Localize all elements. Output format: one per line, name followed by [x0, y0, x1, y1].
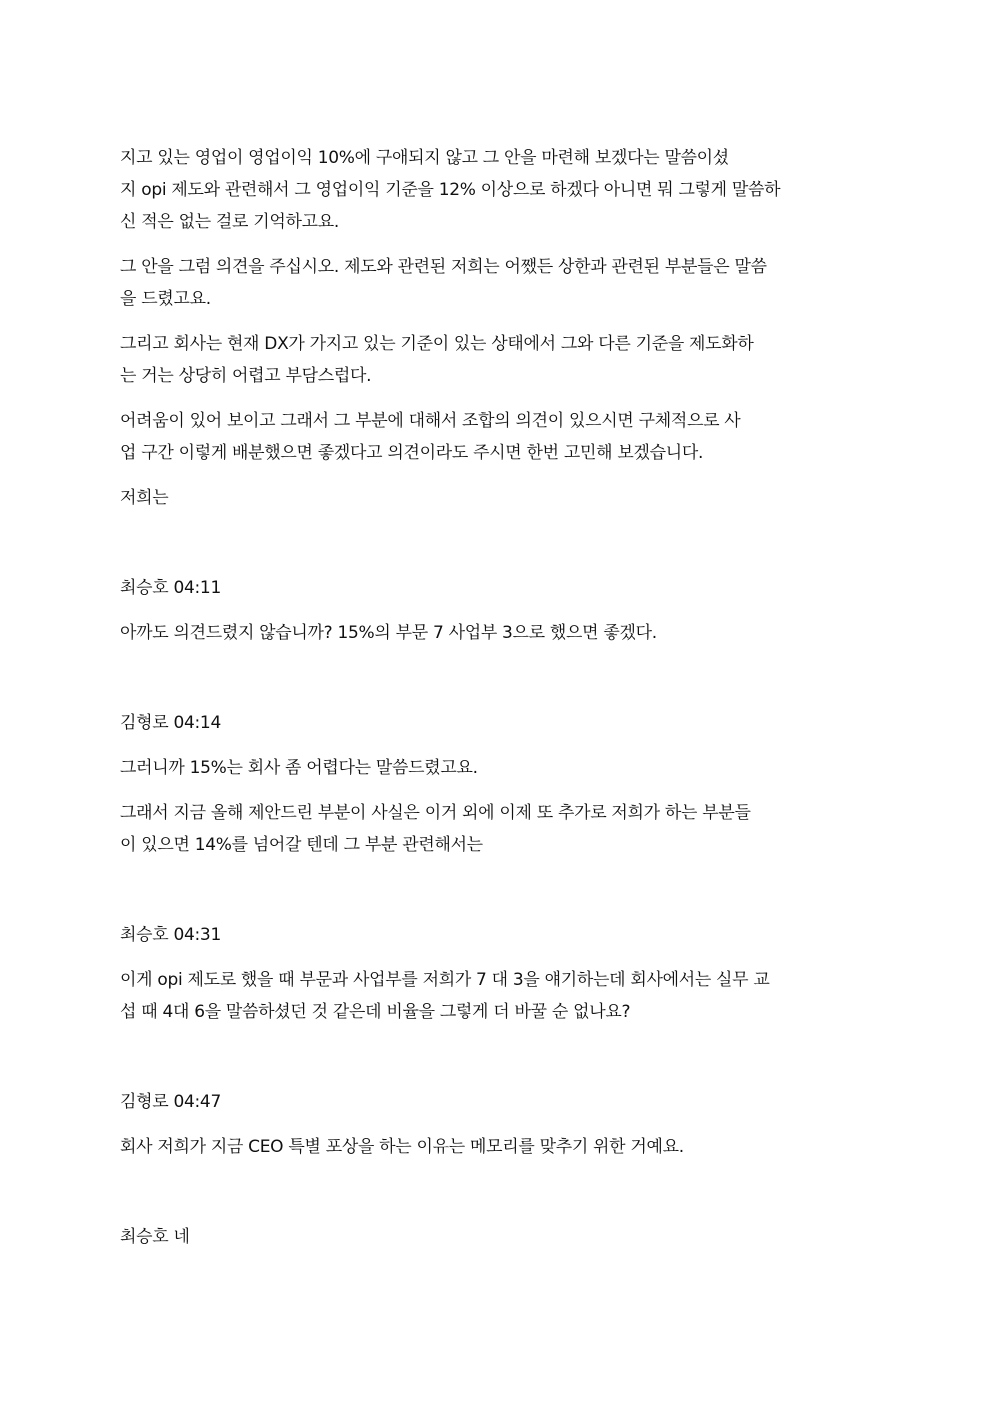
paragraph-line: 신 적은 없는 걸로 기억하고요. [120, 212, 339, 232]
speaker-header: 김형로 04:14 [120, 713, 221, 733]
speaker-header: 최승호 04:11 [120, 578, 221, 598]
paragraph-line: 그 안을 그럼 의견을 주십시오. 제도와 관련된 저희는 어쨌든 상한과 관련된 부분들은 말씀 [120, 257, 767, 277]
speaker-header: 최승호 네 [120, 1227, 190, 1247]
speaker-header: 김형로 04:47 [120, 1092, 221, 1112]
paragraph-line: 그래서 지금 올해 제안드린 부분이 사실은 이거 외에 이제 또 추가로 저희가 하는 부분들 [120, 803, 751, 823]
paragraph-line: 그리고 회사는 현재 DX가 가지고 있는 기준이 있는 상태에서 그와 다른 기준을 제도화하 [120, 334, 754, 354]
paragraph-line: 회사 저희가 지금 CEO 특별 포상을 하는 이유는 메모리를 맞추기 위한 거예요. [120, 1137, 684, 1157]
paragraph-line: 지 opi 제도와 관련해서 그 영업이익 기준을 12% 이상으로 하겠다 아니면 뭐 그렇게 말씀하 [120, 180, 781, 200]
paragraph-line: 지고 있는 영업이 영업이익 10%에 구애되지 않고 그 안을 마련해 보겠다는 말씀이셨 [120, 148, 729, 168]
paragraph-line: 섭 때 4대 6을 말씀하셨던 것 같은데 비율을 그렇게 더 바꿀 순 없나요? [120, 1002, 631, 1022]
speaker-header: 최승호 04:31 [120, 925, 221, 945]
paragraph-line: 을 드렸고요. [120, 289, 211, 309]
paragraph-line: 어려움이 있어 보이고 그래서 그 부분에 대해서 조합의 의견이 있으시면 구체적으로 사 [120, 411, 741, 431]
paragraph-line: 저희는 [120, 488, 169, 508]
paragraph-line: 아까도 의견드렸지 않습니까? 15%의 부문 7 사업부 3으로 했으면 좋겠다. [120, 623, 657, 643]
paragraph-line: 이게 opi 제도로 했을 때 부문과 사업부를 저희가 7 대 3을 얘기하는데 회사에서는 실무 교 [120, 970, 770, 990]
paragraph-line: 그러니까 15%는 회사 좀 어렵다는 말씀드렸고요. [120, 758, 478, 778]
paragraph-line: 는 거는 상당히 어렵고 부담스럽다. [120, 366, 372, 386]
paragraph-line: 이 있으면 14%를 넘어갈 텐데 그 부분 관련해서는 [120, 835, 483, 855]
paragraph-line: 업 구간 이렇게 배분했으면 좋겠다고 의견이라도 주시면 한번 고민해 보겠습니다. [120, 443, 704, 463]
